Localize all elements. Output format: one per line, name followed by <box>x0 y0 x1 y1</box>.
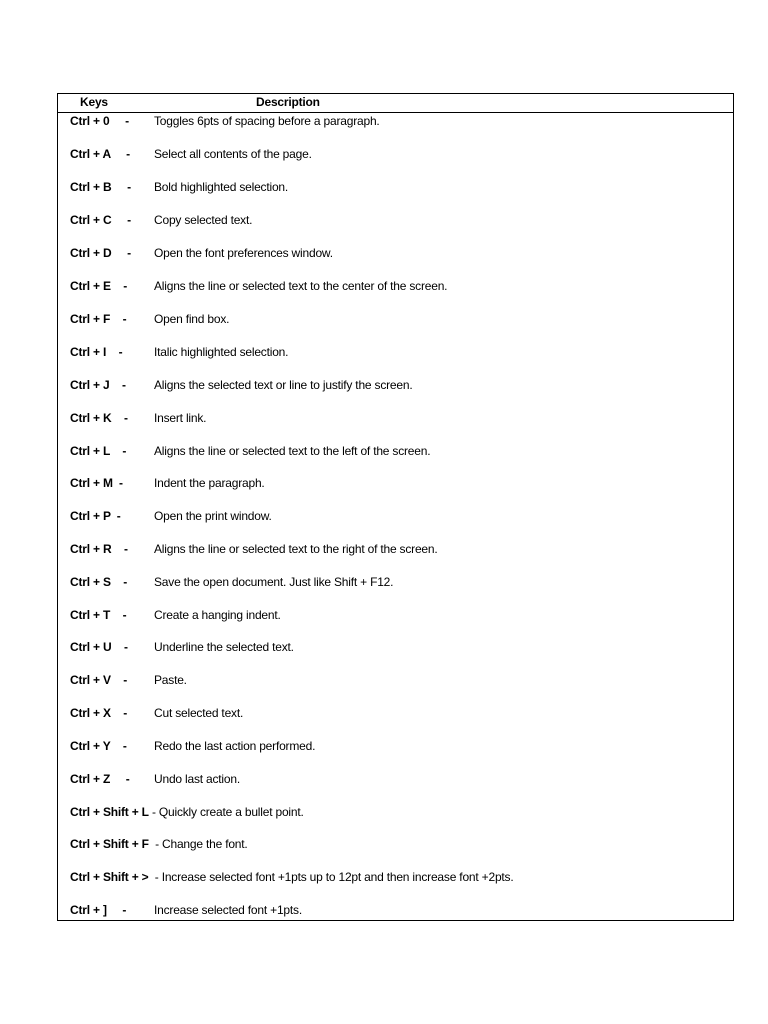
table-row <box>58 507 733 529</box>
shortcut-table <box>57 93 734 921</box>
shortcut-description: Open find box. <box>154 312 230 326</box>
shortcut-description: Undo last action. <box>154 772 240 786</box>
shortcut-keys: Ctrl + E - <box>70 279 128 293</box>
shortcut-keys: Ctrl + Shift + > <box>70 870 149 884</box>
shortcut-keys: Ctrl + A - <box>70 147 130 161</box>
shortcut-keys: Ctrl + Y - <box>70 739 127 753</box>
shortcut-description: Underline the selected text. <box>154 640 294 654</box>
table-row <box>58 376 733 398</box>
shortcut-description: Aligns the line or selected text to the right of the screen. <box>154 542 438 556</box>
shortcut-keys: Ctrl + 0 - <box>70 114 129 128</box>
table-row <box>58 901 733 923</box>
shortcut-keys: Ctrl + T - <box>70 608 127 622</box>
shortcut-keys: Ctrl + V - <box>70 673 128 687</box>
table-row <box>58 112 733 134</box>
shortcut-description: Aligns the line or selected text to the center of the screen. <box>154 279 448 293</box>
shortcut-description: Indent the paragraph. <box>154 476 265 490</box>
table-row <box>58 835 733 857</box>
shortcut-keys: Ctrl + L - <box>70 444 127 458</box>
shortcut-description: Aligns the selected text or line to justify the screen. <box>154 378 413 392</box>
shortcut-keys: Ctrl + Shift + L <box>70 805 149 819</box>
shortcut-description: - Change the font. <box>148 837 248 851</box>
shortcut-description: Paste. <box>154 673 187 687</box>
shortcut-keys: Ctrl + D - <box>70 246 131 260</box>
shortcut-description: Redo the last action performed. <box>154 739 316 753</box>
table-row <box>58 145 733 167</box>
shortcut-description: - Increase selected font +1pts up to 12pt and then increase font +2pts. <box>148 870 514 884</box>
table-header <box>58 94 733 113</box>
shortcut-keys: Ctrl + X - <box>70 706 128 720</box>
shortcut-keys: Ctrl + Shift + F <box>70 837 149 851</box>
table-row <box>58 277 733 299</box>
table-row <box>58 704 733 726</box>
table-row <box>58 573 733 595</box>
table-row <box>58 343 733 365</box>
table-row <box>58 737 733 759</box>
shortcut-description: Cut selected text. <box>154 706 244 720</box>
shortcut-description: Copy selected text. <box>154 213 253 227</box>
shortcut-description: Increase selected font +1pts. <box>154 903 302 917</box>
table-row <box>58 474 733 496</box>
shortcut-keys: Ctrl + J - <box>70 378 126 392</box>
shortcut-description: Save the open document. Just like Shift + F12. <box>154 575 394 589</box>
shortcut-description: Toggles 6pts of spacing before a paragraph. <box>154 114 380 128</box>
shortcut-keys: Ctrl + R - <box>70 542 128 556</box>
table-row <box>58 442 733 464</box>
shortcut-keys: Ctrl + M - <box>70 476 123 490</box>
shortcut-keys: Ctrl + S - <box>70 575 128 589</box>
table-row <box>58 803 733 825</box>
shortcut-description: Open the font preferences window. <box>154 246 333 260</box>
table-row <box>58 671 733 693</box>
shortcut-keys: Ctrl + U - <box>70 640 128 654</box>
table-row <box>58 244 733 266</box>
shortcut-keys: Ctrl + Z - <box>70 772 130 786</box>
shortcut-keys: Ctrl + P - <box>70 509 121 523</box>
table-row <box>58 770 733 792</box>
table-row <box>58 211 733 233</box>
shortcut-description: Insert link. <box>154 411 207 425</box>
table-row <box>58 606 733 628</box>
table-row <box>58 310 733 332</box>
shortcut-keys: Ctrl + B - <box>70 180 131 194</box>
table-row <box>58 409 733 431</box>
shortcut-description: Aligns the line or selected text to the left of the screen. <box>154 444 431 458</box>
table-row <box>58 638 733 660</box>
description-column-header: Description <box>256 95 320 109</box>
shortcut-keys: Ctrl + K - <box>70 411 128 425</box>
shortcut-keys: Ctrl + C - <box>70 213 131 227</box>
keys-column-header: Keys <box>80 95 108 109</box>
table-row <box>58 178 733 200</box>
shortcut-description: Italic highlighted selection. <box>154 345 289 359</box>
shortcut-keys: Ctrl + F - <box>70 312 127 326</box>
shortcut-description: Select all contents of the page. <box>154 147 312 161</box>
shortcut-description: Bold highlighted selection. <box>154 180 289 194</box>
table-row <box>58 540 733 562</box>
shortcut-description: Open the print window. <box>154 509 272 523</box>
shortcut-description: Create a hanging indent. <box>154 608 281 622</box>
shortcut-description: - Quickly create a bullet point. <box>148 805 304 819</box>
table-row <box>58 868 733 890</box>
shortcut-keys: Ctrl + I - <box>70 345 123 359</box>
shortcut-keys: Ctrl + ] - <box>70 903 127 917</box>
